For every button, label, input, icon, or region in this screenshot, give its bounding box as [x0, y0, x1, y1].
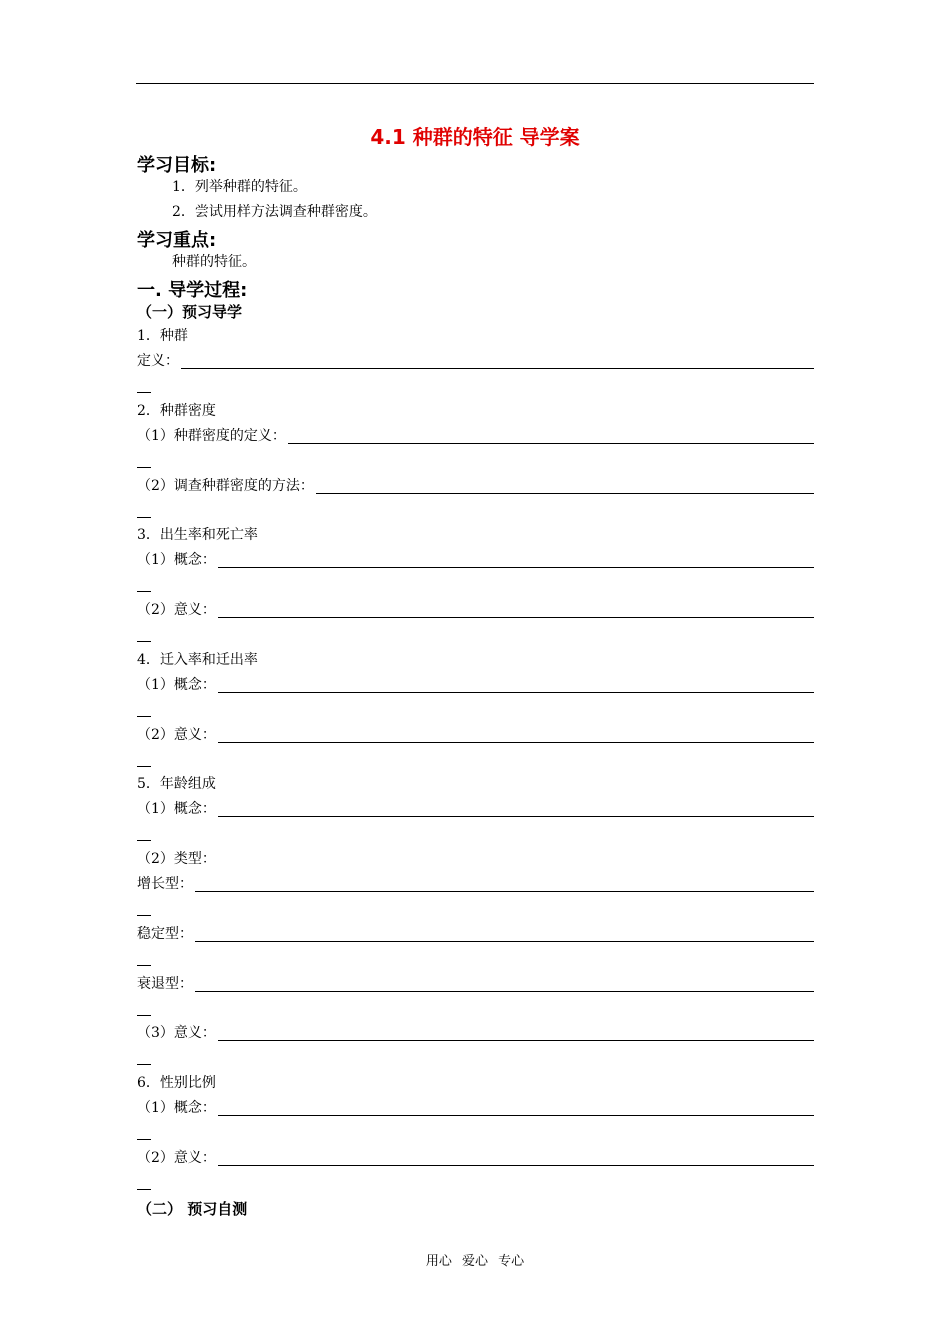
- section-heading: 5．年龄组成: [137, 776, 216, 792]
- answer-field[interactable]: [137, 875, 814, 925]
- field-label: （2）调查种群密度的方法：: [137, 478, 314, 494]
- answer-line: [137, 1165, 814, 1166]
- field-label: 定义：: [137, 353, 179, 369]
- page-title: 4.1 种群的特征 导学案: [370, 125, 580, 149]
- field-label: （3）意义：: [137, 1025, 216, 1041]
- answer-field[interactable]: [137, 1099, 814, 1149]
- section-heading: 1．种群: [137, 328, 188, 344]
- answer-field[interactable]: [137, 726, 814, 776]
- answer-line-tail: [137, 517, 151, 518]
- field-label: （1）概念：: [137, 677, 216, 693]
- process-heading: 一. 导学过程:: [137, 280, 248, 301]
- answer-line: [137, 1115, 814, 1116]
- section-heading: 3．出生率和死亡率: [137, 527, 258, 543]
- answer-line-tail: [137, 766, 151, 767]
- field-label: 增长型：: [137, 876, 193, 892]
- answer-line-tail: [137, 965, 151, 966]
- self-test-heading: （二） 预习自测: [137, 1200, 248, 1218]
- field-label: 衰退型：: [137, 976, 193, 992]
- answer-line-tail: [137, 915, 151, 916]
- objectives-heading: 学习目标:: [137, 155, 217, 176]
- answer-line-tail: [137, 840, 151, 841]
- answer-field[interactable]: [137, 676, 814, 726]
- field-label: （2）意义：: [137, 602, 216, 618]
- field-label: （1）概念：: [137, 1100, 216, 1116]
- answer-field[interactable]: [137, 925, 814, 975]
- answer-line-tail: [137, 1139, 151, 1140]
- answer-field[interactable]: [137, 477, 814, 527]
- field-label: （2）意义：: [137, 1150, 216, 1166]
- answer-field[interactable]: [137, 1024, 814, 1074]
- answer-field[interactable]: [137, 427, 814, 477]
- answer-line: [137, 742, 814, 743]
- objective-item: 2．尝试用样方法调查种群密度。: [172, 204, 377, 220]
- section-heading: 4．迁入率和迁出率: [137, 652, 258, 668]
- objective-item: 1．列举种群的特征。: [172, 179, 307, 195]
- answer-field[interactable]: [137, 1149, 814, 1199]
- answer-line-tail: [137, 467, 151, 468]
- answer-line-tail: [137, 1015, 151, 1016]
- field-label: （2）意义：: [137, 727, 216, 743]
- section-heading: 2．种群密度: [137, 403, 216, 419]
- answer-field[interactable]: [137, 975, 814, 1025]
- answer-line-tail: [137, 591, 151, 592]
- answer-line-tail: [137, 1189, 151, 1190]
- answer-field[interactable]: [137, 800, 814, 850]
- answer-line-tail: [137, 1064, 151, 1065]
- answer-line: [137, 1040, 814, 1041]
- answer-line: [137, 567, 814, 568]
- answer-line: [137, 692, 814, 693]
- answer-line: [137, 368, 814, 369]
- answer-line: [137, 941, 814, 942]
- types-label: （2）类型：: [137, 851, 216, 867]
- answer-line-tail: [137, 641, 151, 642]
- answer-field[interactable]: [137, 551, 814, 601]
- field-label: 稳定型：: [137, 926, 193, 942]
- field-label: （1）概念：: [137, 552, 216, 568]
- header-rule: [136, 83, 814, 84]
- section-heading: 6．性别比例: [137, 1075, 216, 1091]
- field-label: （1）概念：: [137, 801, 216, 817]
- answer-line: [137, 991, 814, 992]
- keypoints-text: 种群的特征。: [172, 254, 256, 270]
- answer-line: [137, 617, 814, 618]
- answer-line-tail: [137, 392, 151, 393]
- answer-field[interactable]: [137, 601, 814, 651]
- field-label: （1）种群密度的定义：: [137, 428, 286, 444]
- keypoints-heading: 学习重点:: [137, 230, 217, 251]
- answer-line-tail: [137, 716, 151, 717]
- answer-line: [137, 891, 814, 892]
- page-footer: 用心 爱心 专心: [425, 1254, 525, 1269]
- preview-guide-heading: （一）预习导学: [137, 303, 243, 321]
- answer-line: [137, 816, 814, 817]
- answer-field[interactable]: [137, 352, 814, 402]
